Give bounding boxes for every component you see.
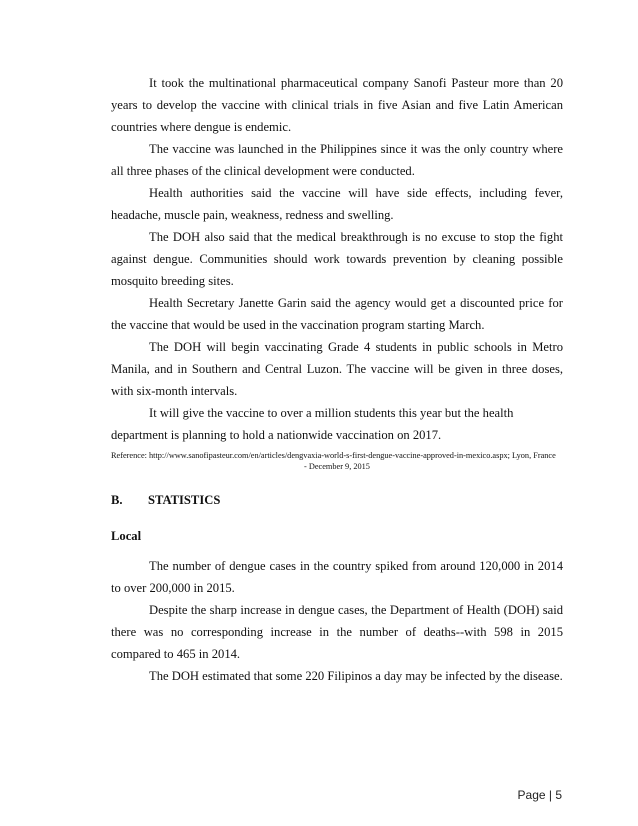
body-paragraph: It took the multinational pharmaceutical company Sanofi Pasteur more than 20 years to develop the vaccine with clinical trials in five Asian and five Latin American countries where dengue is endemic. [111, 76, 563, 134]
body-paragraph-last [111, 402, 563, 446]
section-letter: B. [111, 493, 123, 507]
paragraph-line: department is planning to hold a nationwide vaccination on 2017. [111, 428, 442, 442]
paragraph-line: It will give the vaccine to over a million students this year but the health [149, 406, 514, 420]
section-heading [111, 489, 563, 511]
reference-note [111, 450, 563, 472]
section-title: STATISTICS [148, 493, 221, 507]
reference-date: - December 9, 2015 [304, 462, 370, 471]
body-paragraph: The DOH also said that the medical breakthrough is no excuse to stop the fight against dengue. Communities should work towards prevention by cleaning possible mosquito breeding sites. [111, 230, 563, 288]
stats-paragraph: Despite the sharp increase in dengue cases, the Department of Health (DOH) said there was no corresponding increase in the number of deaths--with 598 in 2015 compared to 465 in 2014. [111, 603, 563, 661]
body-paragraph: The vaccine was launched in the Philippines since it was the only country where all three phases of the clinical development were conducted. [111, 142, 563, 178]
body-paragraph: The DOH will begin vaccinating Grade 4 students in public schools in Metro Manila, and in Southern and Central Luzon. The vaccine will be given in three doses, with six-month intervals. [111, 340, 563, 398]
page-content [111, 72, 563, 687]
page-number: Page | 5 [517, 788, 562, 802]
stats-paragraph: The DOH estimated that some 220 Filipinos a day may be infected by the disease. [149, 669, 563, 683]
reference-line: Reference: http://www.sanofipasteur.com/en/articles/dengvaxia-world-s-first-dengue-vaccine-approved-in-mexico.aspx; Lyon, France [111, 451, 556, 460]
body-paragraph: Health Secretary Janette Garin said the agency would get a discounted price for the vaccine that would be used in the vaccination program starting March. [111, 296, 563, 332]
subsection-heading: Local [111, 529, 142, 543]
body-paragraph: Health authorities said the vaccine will have side effects, including fever, headache, muscle pain, weakness, redness and swelling. [111, 186, 563, 222]
stats-paragraph: The number of dengue cases in the country spiked from around 120,000 in 2014 to over 200,000 in 2015. [111, 559, 563, 595]
